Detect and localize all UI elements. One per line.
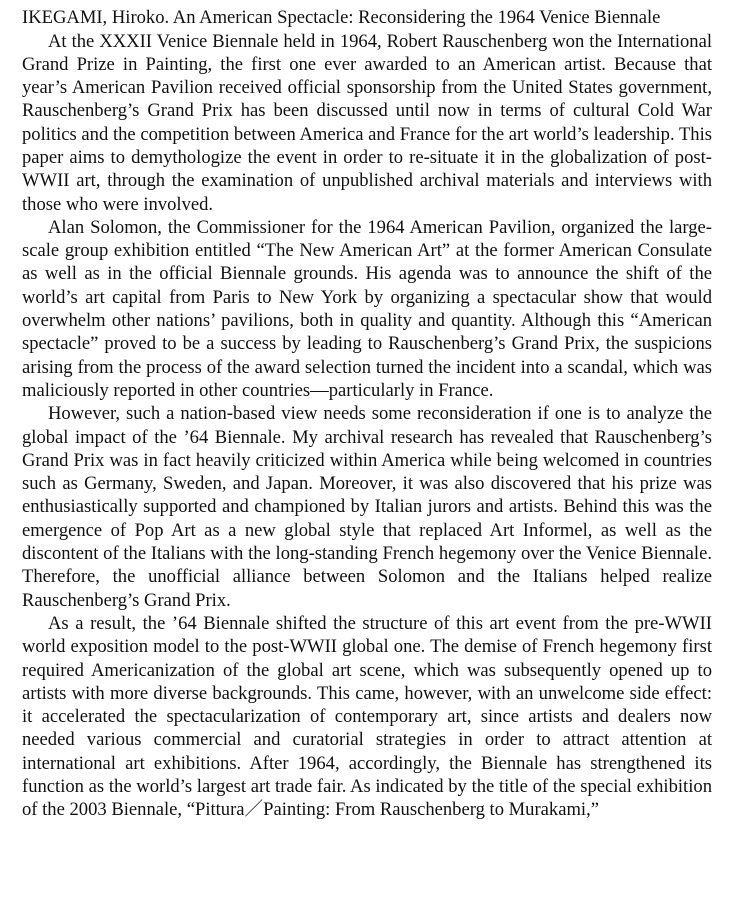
paragraph-2: Alan Solomon, the Commissioner for the 1964 American Pavilion, organized the large-scale group exhibition entitled “The New American Art” at the former American Consulate as well as in the official Biennale grounds. His agenda was to announce the shift of the world’s art capital from Paris to New York by organizing a spectacular show that would overwhelm other nations’ pavilions, both in quality and quantity. Although this “American spectacle” proved to be a success by leading to Rauschenberg’s Grand Prix, the suspicions arising from the process of the award selection turned the incident into a scandal, which was maliciously reported in other countries—particularly in France. [22, 216, 712, 401]
paragraph-3: However, such a nation-based view needs some reconsideration if one is to analyze the global impact of the ’64 Biennale. My archival research has revealed that Rauschenberg’s Grand Prix was in fact heavily criticized within America while being welcomed in countries such as Germany, Sweden, and Japan. Moreover, it was also discovered that his prize was enthusiastically supported and championed by Italian jurors and artists. Behind this was the emergence of Pop Art as a new global style that replaced Art Informel, as well as the discontent of the Italians with the long-standing French hegemony over the Venice Biennale. Therefore, the unofficial alliance between Solomon and the Italians helped realize Rauschenberg’s Grand Prix. [22, 403, 712, 611]
paragraph-4: As a result, the ’64 Biennale shifted the structure of this art event from the pre-WWII world exposition model to the post-WWII global one. The demise of French hegemony first required Americanization of the global art scene, which was subsequently opened up to artists with more diverse backgrounds. This came, however, with an unwelcome side effect: it accelerated the spectacularization of contemporary art, since artists and dealers now needed various commercial and curatorial strategies in order to attract attention at international art exhibitions. After 1964, accordingly, the Biennale has strengthened its function as the world’s largest art trade fair. As indicated by the title of the special exhibition of the 2003 Biennale, “Pittura／Painting: From Rauschenberg to Murakami,” [22, 612, 712, 821]
document-page [22, 6, 712, 822]
paragraph-1: At the XXXII Venice Biennale held in 1964, Robert Rauschenberg won the International Grand Prize in Painting, the first one ever awarded to an American artist. Because that year’s American Pavilion received official sponsorship from the United States government, Rauschenberg’s Grand Prix has been discussed until now in terms of cultural Cold War politics and the competition between America and France for the art world’s leadership. This paper aims to demythologize the event in order to re-situate it in the globalization of post-WWII art, through the examination of unpublished archival materials and interviews with those who were involved. [22, 30, 712, 215]
article-heading: IKEGAMI, Hiroko. An American Spectacle: Reconsidering the 1964 Venice Biennale [22, 7, 661, 28]
